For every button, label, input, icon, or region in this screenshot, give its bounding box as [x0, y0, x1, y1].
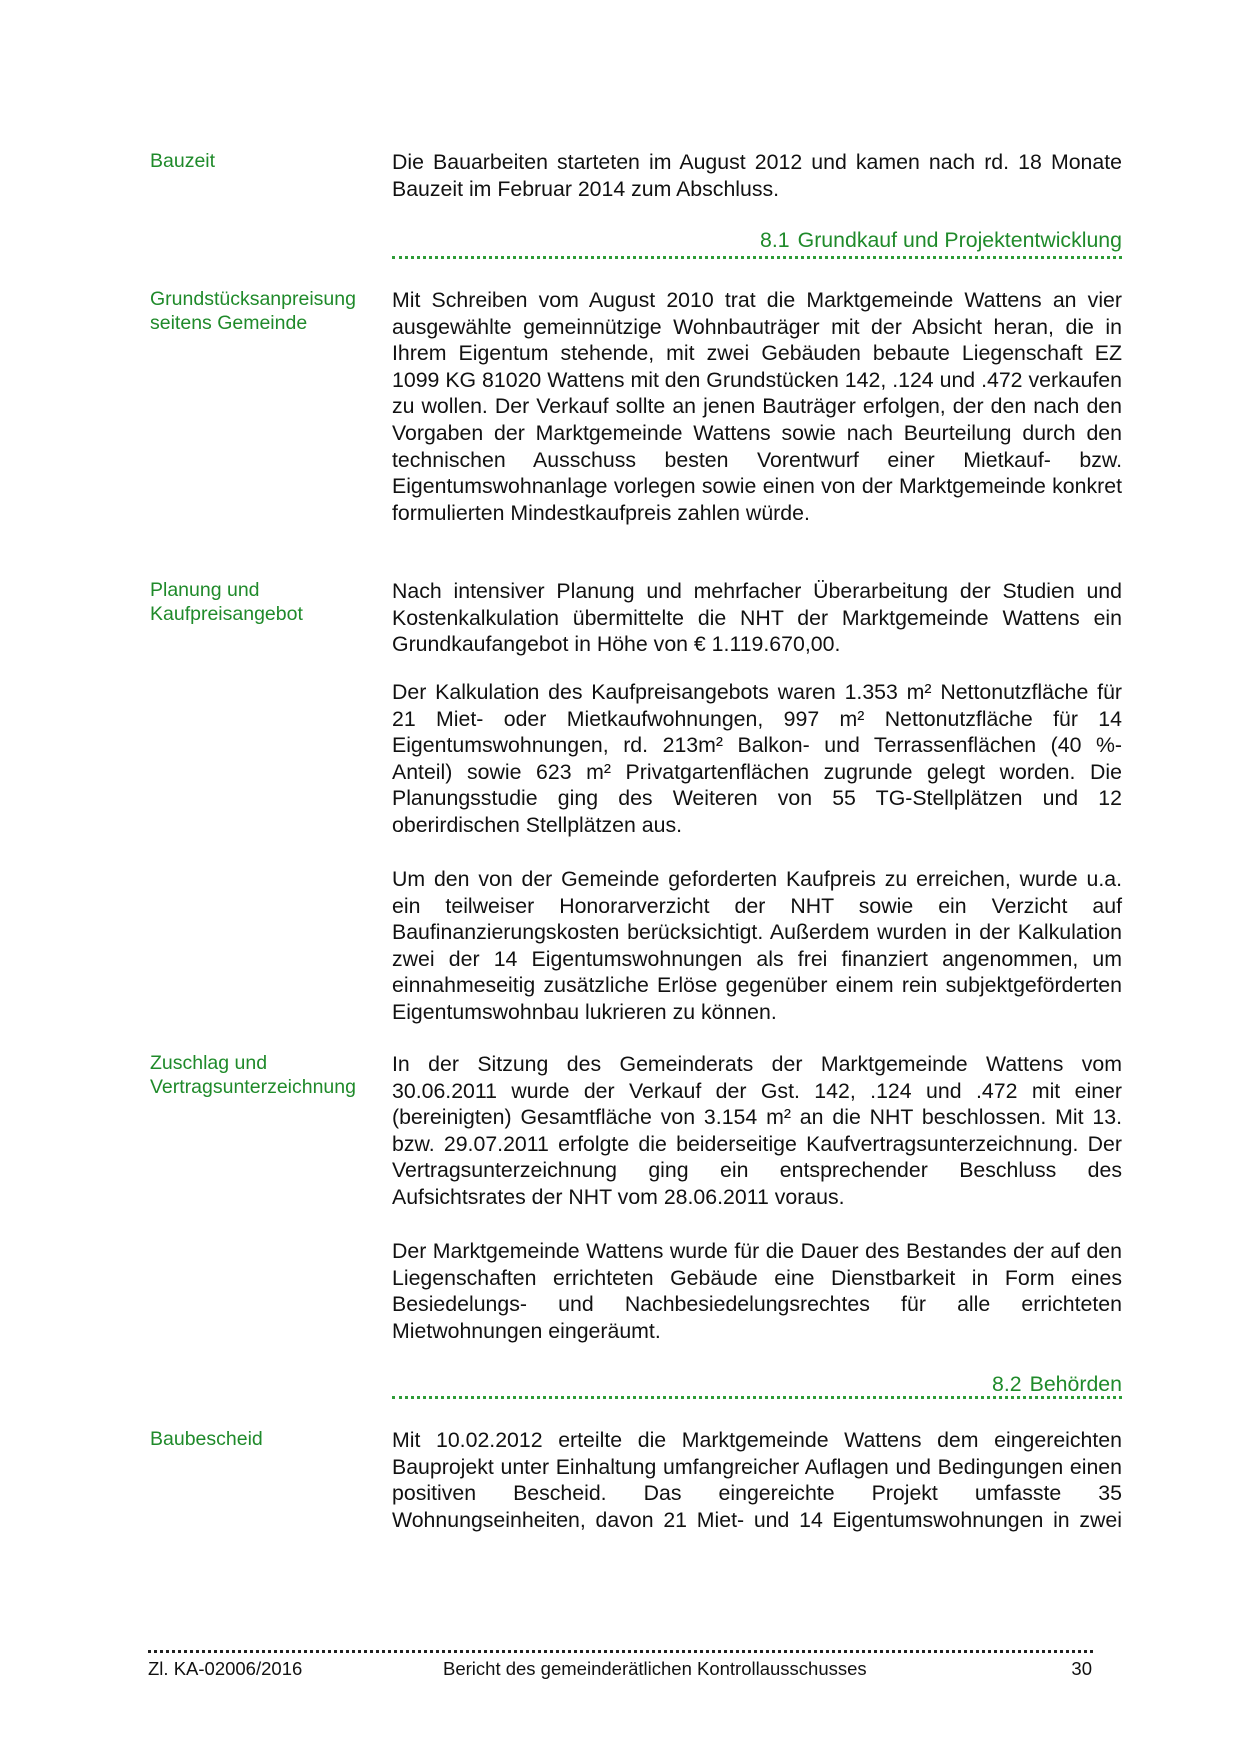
- margin-label: [150, 149, 385, 173]
- paragraph: [392, 578, 1122, 658]
- margin-label: [150, 287, 385, 335]
- margin-label-text: Bauzeit: [150, 150, 216, 172]
- margin-label-line: Planung und: [150, 579, 260, 601]
- paragraph: [392, 1427, 1122, 1533]
- section-divider: [392, 1396, 1122, 1399]
- margin-label-line: Grundstücksanpreisung: [150, 288, 356, 310]
- paragraph-text: Mit Schreiben vom August 2010 trat die Marktgemeinde Wattens an vier ausgewählte gemeinnützige Wohnbauträger mit der Absicht heran, die in Ihrem Eigentum stehende, mit zwei Gebäuden bebaute Liegenschaft EZ 1099 KG 81020 Wattens mit den Grundstücken 142, .124 und .472 verkaufen zu wollen. Der Verkauf sollte an jenen Bauträger erfolgen, der den nach den Vorgaben der Marktgemeinde Wattens sowie nach Beurteilung durch den technischen Ausschuss besten Vorentwurf einer Mietkauf- bzw. Eigentumswohnanlage vorlegen sowie einen von der Marktgemeinde konkret formulierten Mindestkaufpreis zahlen würde.: [392, 288, 1122, 525]
- paragraph: [392, 149, 1122, 202]
- paragraph-text: Nach intensiver Planung und mehrfacher Überarbeitung der Studien und Kostenkalkulation übermittelte die NHT der Marktgemeinde Wattens ein Grundkaufangebot in Höhe von € 1.119.670,00.: [392, 579, 1122, 657]
- section-heading-8-1: [392, 227, 1122, 253]
- page-number: 30: [1071, 1658, 1092, 1679]
- section-title: Grundkauf und Projektentwicklung: [797, 228, 1122, 252]
- paragraph-text: Die Bauarbeiten starteten im August 2012 und kamen nach rd. 18 Monate Bauzeit im Februar 2014 zum Abschluss.: [392, 150, 1122, 201]
- paragraph-text: Der Marktgemeinde Wattens wurde für die Dauer des Bestandes der auf den Liegenschaften errichteten Gebäude eine Dienstbarkeit in Form eines Besiedelungs- und Nachbesiedelungsrechtes für alle errichteten Mietwohnungen eingeräumt.: [392, 1239, 1122, 1343]
- section-divider: [392, 256, 1122, 259]
- footer-title: Bericht des gemeinderätlichen Kontrollausschusses: [443, 1658, 867, 1679]
- margin-label-line: Vertragsunterzeichnung: [150, 1076, 356, 1098]
- section-title: Behörden: [1029, 1372, 1122, 1396]
- margin-label: [150, 1051, 385, 1099]
- section-number: 8.2: [992, 1372, 1022, 1396]
- footer-divider: [148, 1650, 1093, 1653]
- paragraph-text: Mit 10.02.2012 erteilte die Marktgemeinde Wattens dem eingereichten Bauprojekt unter Einhaltung umfangreicher Auflagen und Bedingungen einen positiven Bescheid. Das eingereichte Projekt umfasste 35 Wohnungseinheiten, davon 21 Miet- und 14 Eigentumswohnungen in zwei: [392, 1428, 1122, 1532]
- margin-label: [150, 1427, 385, 1451]
- paragraph: [392, 1238, 1122, 1344]
- section-heading-8-2: [392, 1371, 1122, 1397]
- margin-label-line: Baubescheid: [150, 1428, 263, 1450]
- paragraph-text: In der Sitzung des Gemeinderats der Marktgemeinde Wattens vom 30.06.2011 wurde der Verkauf der Gst. 142, .124 und .472 mit einer (bereinigten) Gesamtfläche von 3.154 m² an die NHT beschlossen. Mit 13. bzw. 29.07.2011 erfolgte die beiderseitige Kaufvertragsunterzeichnung. Der Vertragsunterzeichnung ging ein entsprechender Beschluss des Aufsichtsrates der NHT vom 28.06.2011 voraus.: [392, 1052, 1122, 1209]
- margin-label-line: Zuschlag und: [150, 1052, 268, 1074]
- paragraph-text: Um den von der Gemeinde geforderten Kaufpreis zu erreichen, wurde u.a. ein teilweiser Honorarverzicht der NHT sowie ein Verzicht auf Baufinanzierungskosten berücksichtigt. Außerdem wurden in der Kalkulation zwei der 14 Eigentumswohnungen als frei finanziert angenommen, um einnahmeseitig zusätzliche Erlöse gegenüber einem rein subjektgeförderten Eigentumswohnbau lukrieren zu können.: [392, 867, 1122, 1024]
- paragraph: [392, 287, 1122, 526]
- paragraph: [392, 866, 1122, 1026]
- paragraph-text: Der Kalkulation des Kaufpreisangebots waren 1.353 m² Nettonutzfläche für 21 Miet- oder Mietkaufwohnungen, 997 m² Nettonutzfläche für 14 Eigentumswohnungen, rd. 213m² Balkon- und Terrassenflächen (40 %-Anteil) sowie 623 m² Privatgartenflächen zugrunde gelegt worden. Die Planungsstudie ging des Weiteren von 55 TG-Stellplätzen und 12 oberirdischen Stellplätzen aus.: [392, 680, 1122, 837]
- paragraph: [392, 1051, 1122, 1211]
- margin-label-line: Kaufpreisangebot: [150, 603, 303, 625]
- margin-label: [150, 578, 385, 626]
- section-number: 8.1: [760, 228, 790, 252]
- footer-reference: Zl. KA-02006/2016: [148, 1658, 303, 1679]
- margin-label-line: seitens Gemeinde: [150, 312, 308, 334]
- paragraph: [392, 679, 1122, 839]
